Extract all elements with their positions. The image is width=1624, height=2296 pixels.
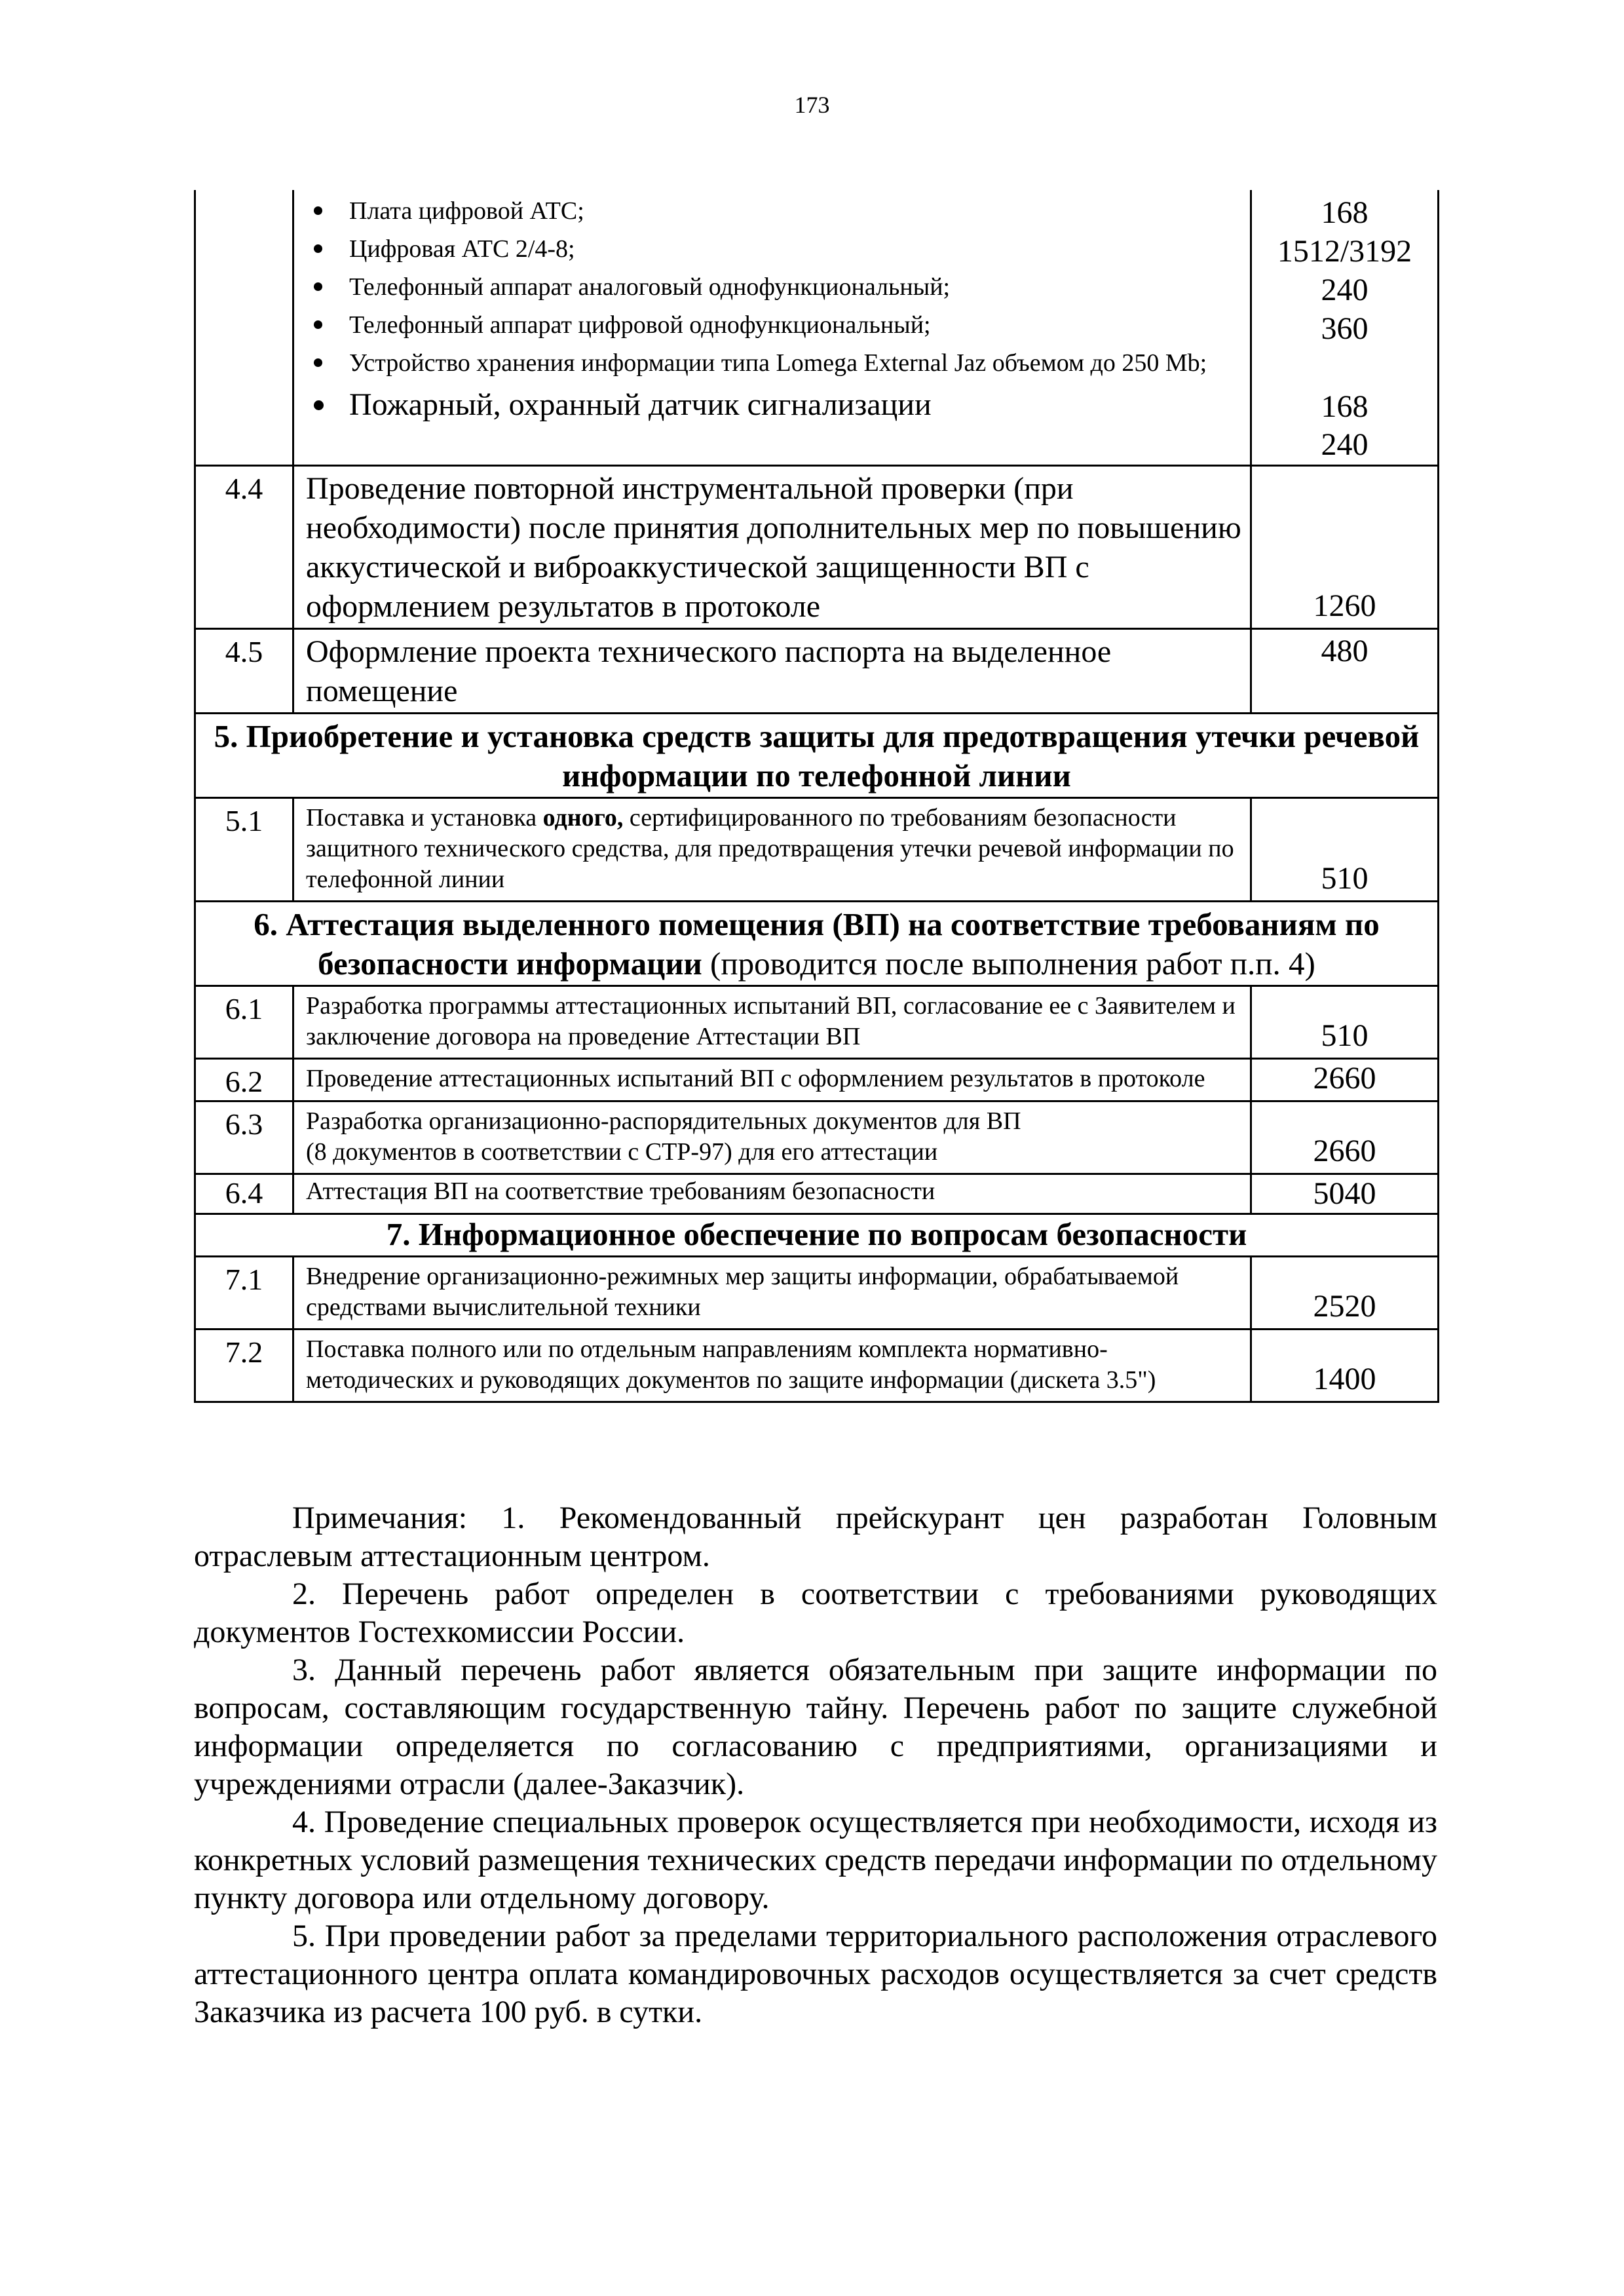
list-item xyxy=(294,233,1250,265)
table-row xyxy=(195,1059,1439,1101)
section-row xyxy=(195,714,1439,798)
price-value: 1512/3192 xyxy=(1277,234,1412,269)
list-item xyxy=(294,309,1250,341)
row-description: Аттестация ВП на соответствие требованиям безопасности xyxy=(293,1174,1251,1214)
section-heading: 6. Аттестация выделенного помещения (ВП) на соответствие требованиям по безопасности информации (проводится после выполнения работ п.п. 4) xyxy=(195,902,1439,986)
list-item-text: Телефонный аппарат цифровой однофункциональный; xyxy=(349,311,931,339)
row-description: Поставка полного или по отдельным направлениям комплекта нормативно-методических и руководящих документов по защите информации (дискета 3.5") xyxy=(293,1330,1251,1402)
note-paragraph: 3. Данный перечень работ является обязательным при защите информации по вопросам, составляющим государственную тайну. Перечень работ по защите служебной информации определяется по согласованию с предприятиями, организациями и учреждениями отрасли (далее-Заказчик). xyxy=(194,1653,1437,1801)
row-description: Разработка программы аттестационных испытаний ВП, согласование ее с Заявителем и заключение договора на проведение Аттестации ВП xyxy=(293,986,1251,1059)
row-number: 6.2 xyxy=(195,1059,293,1101)
equipment-list xyxy=(294,190,1250,425)
bullet-icon xyxy=(314,320,322,329)
row-number: 6.4 xyxy=(195,1174,293,1214)
notes-section xyxy=(194,1499,1437,2031)
bullet-icon xyxy=(314,358,322,367)
table-row xyxy=(195,466,1439,629)
bullet-icon xyxy=(314,282,322,291)
section-row xyxy=(195,1214,1439,1257)
row-price: 1260 xyxy=(1251,466,1439,629)
row-number: 5.1 xyxy=(195,798,293,902)
row-price: 480 xyxy=(1251,629,1439,714)
table-row xyxy=(195,1330,1439,1402)
list-item xyxy=(294,195,1250,227)
note-paragraph: 5. При проведении работ за пределами территориального расположения отраслевого аттестационного центра оплата командировочных расходов осуществляется за счет средств Заказчика из расчета 100 руб. в сутки. xyxy=(194,1919,1437,2029)
row-price: 510 xyxy=(1251,986,1439,1059)
list-item-text: Пожарный, охранный датчик сигнализации xyxy=(349,387,932,422)
list-item-text: Плата цифровой АТС; xyxy=(349,197,584,225)
row-number: 4.4 xyxy=(195,466,293,629)
row-price: 2660 xyxy=(1251,1059,1439,1101)
price-value: 360 xyxy=(1321,311,1369,346)
price-value: 168 xyxy=(1321,389,1369,424)
row-number-cell xyxy=(195,190,293,466)
emphasis-text: одного, xyxy=(542,804,624,832)
row-description: Проведение аттестационных испытаний ВП с оформлением результатов в протоколе xyxy=(293,1059,1251,1101)
row-number: 4.5 xyxy=(195,629,293,714)
price-value: 240 xyxy=(1321,273,1369,307)
list-item xyxy=(294,347,1250,379)
row-price: 5040 xyxy=(1251,1174,1439,1214)
section-row xyxy=(195,902,1439,986)
table-row xyxy=(195,1174,1439,1214)
price-value: 240 xyxy=(1321,427,1369,462)
note-paragraph: 2. Перечень работ определен в соответствии с требованиями руководящих документов Гостехкомиссии России. xyxy=(194,1577,1437,1649)
row-price: 510 xyxy=(1251,798,1439,902)
row-description: Оформление проекта технического паспорта на выделенное помещение xyxy=(293,629,1251,714)
list-item xyxy=(294,271,1250,303)
row-description: Поставка и установка одного, сертифицированного по требованиям безопасности защитного технического средства, для предотвращения утечки речевой информации по телефонной линии xyxy=(293,798,1251,902)
row-description: Разработка организационно-распорядительных документов для ВП (8 документов в соответствии с СТР-97) для его аттестации xyxy=(293,1101,1251,1174)
row-number: 6.1 xyxy=(195,986,293,1059)
table-row xyxy=(195,629,1439,714)
list-item xyxy=(294,385,1250,425)
bullet-icon xyxy=(314,244,322,253)
section-heading: 5. Приобретение и установка средств защиты для предотвращения утечки речевой информации по телефонной линии xyxy=(195,714,1439,798)
page-number: 173 xyxy=(794,92,830,118)
table-row xyxy=(195,986,1439,1059)
list-item-text: Телефонный аппарат аналоговый однофункциональный; xyxy=(349,273,951,301)
table-row xyxy=(195,1101,1439,1174)
price-list-table xyxy=(194,190,1439,1403)
table-row xyxy=(195,1257,1439,1330)
row-price: 1400 xyxy=(1251,1330,1439,1402)
row-price: 2660 xyxy=(1251,1101,1439,1174)
row-description: Внедрение организационно-режимных мер защиты информации, обрабатываемой средствами вычислительной техники xyxy=(293,1257,1251,1330)
list-item-text: Устройство хранения информации типа Lomega External Jaz объемом до 250 Mb; xyxy=(349,349,1207,377)
equipment-list-cell xyxy=(293,190,1251,466)
table-row xyxy=(195,190,1439,466)
note-paragraph: 4. Проведение специальных проверок осуществляется при необходимости, исходя из конкретных условий размещения технических средств передачи информации по отдельному пункту договора или отдельному договору. xyxy=(194,1805,1437,1915)
table-row xyxy=(195,798,1439,902)
list-item-text: Цифровая АТС 2/4-8; xyxy=(349,235,575,263)
row-number: 7.1 xyxy=(195,1257,293,1330)
row-description: Проведение повторной инструментальной проверки (при необходимости) после принятия дополнительных мер по повышению аккустической и виброаккустической защищенности ВП с оформлением результатов в протоколе xyxy=(293,466,1251,629)
note-paragraph: Примечания: 1. Рекомендованный прейскурант цен разработан Головным отраслевым аттестационным центром. xyxy=(194,1501,1437,1573)
bullet-icon xyxy=(314,206,322,215)
row-number: 7.2 xyxy=(195,1330,293,1402)
row-price: 2520 xyxy=(1251,1257,1439,1330)
section-heading: 7. Информационное обеспечение по вопросам безопасности xyxy=(195,1214,1439,1257)
price-value: 168 xyxy=(1321,195,1369,230)
row-number: 6.3 xyxy=(195,1101,293,1174)
equipment-prices-cell xyxy=(1251,190,1439,466)
bullet-icon xyxy=(314,400,324,410)
